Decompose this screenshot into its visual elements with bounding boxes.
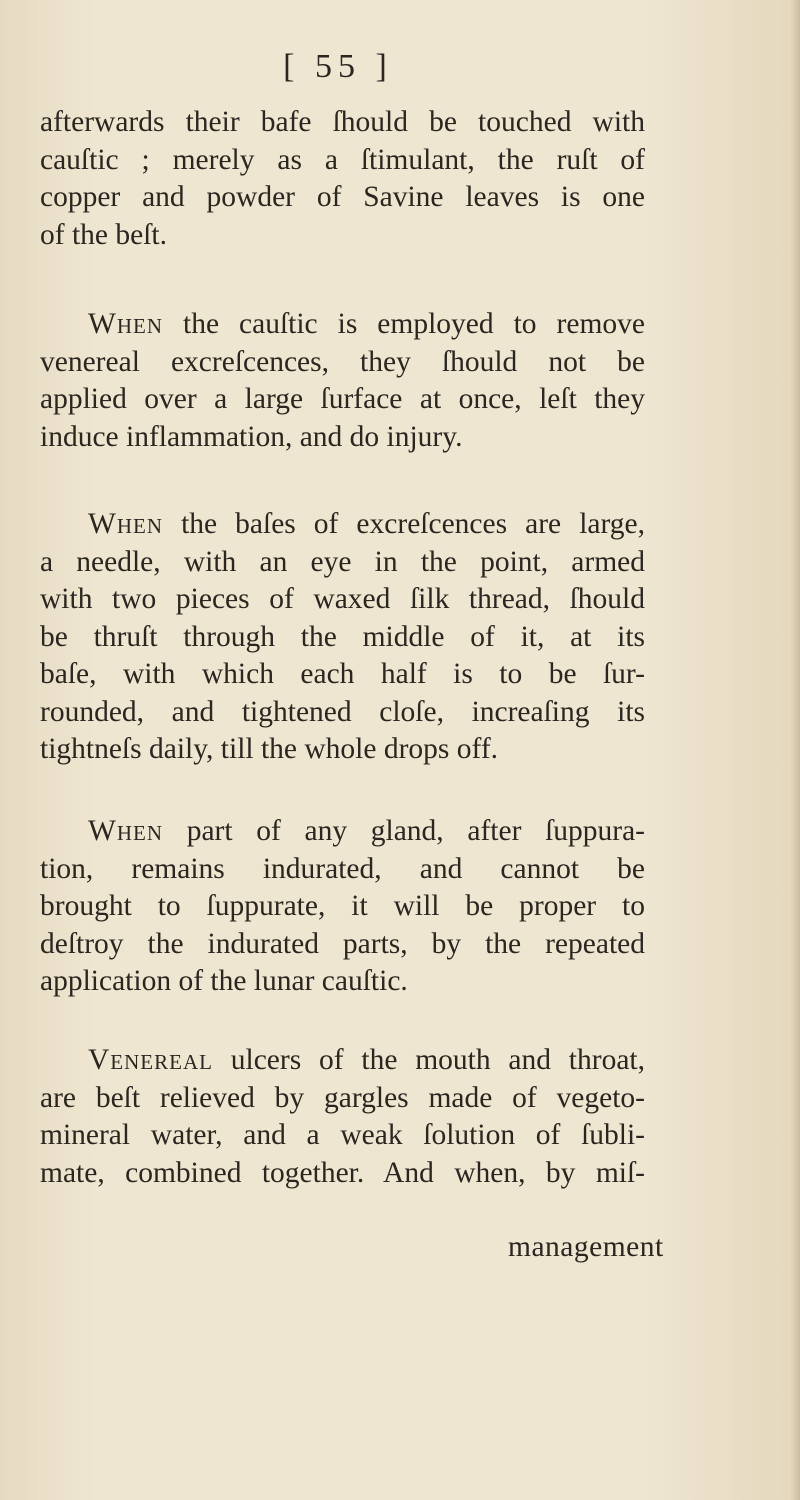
- text-line: mineral water, and a weak ſolution of ſubli-: [40, 1119, 645, 1151]
- text-line: [40, 306, 645, 344]
- text-line: deſtroy the indurated parts, by the repeated: [40, 927, 645, 960]
- text-line-rest: the baſes of excreſcences are large,: [181, 508, 645, 540]
- text-line-rest: ulcers of the mouth and throat,: [230, 1044, 645, 1076]
- text-line: [40, 506, 645, 544]
- paragraph-3: [40, 506, 645, 769]
- text-line: rounded, and tightened cloſe, increaſing its: [40, 695, 645, 728]
- text-line: be thruſt through the middle of it, at its: [40, 620, 645, 653]
- paragraph-2: [40, 306, 645, 456]
- text-line: [40, 813, 645, 851]
- text-line: applied over a large ſurface at once, leſt they: [40, 383, 645, 415]
- paragraph-lead-word: When: [88, 815, 164, 847]
- text-line-rest: the cauſtic is employed to remove: [183, 308, 645, 340]
- text-line: afterwards their bafe ſhould be touched with: [40, 106, 645, 138]
- text-line: venereal excreſcences, they ſhould not be: [40, 345, 645, 378]
- text-line: tion, remains indurated, and cannot be: [40, 852, 645, 885]
- paragraph-lead-word: When: [88, 508, 164, 540]
- page-edge-shadow: [790, 0, 800, 1500]
- text-line: application of the lunar cauſtic.: [40, 965, 408, 997]
- paragraph-5: [40, 1042, 645, 1192]
- text-line: baſe, with which each half is to be ſur-: [40, 658, 645, 690]
- page-number: [ 55 ]: [283, 48, 393, 85]
- paragraph-lead-word: When: [88, 308, 164, 340]
- text-line: a needle, with an eye in the point, armed: [40, 545, 645, 578]
- paragraph-lead-word: Venereal: [88, 1044, 213, 1076]
- paragraph-4: [40, 813, 645, 1001]
- text-line-rest: part of any gland, after ſuppura-: [186, 815, 646, 847]
- text-line: cauſtic ; merely as a ſtimulant, the ruſt of: [40, 143, 645, 176]
- text-line: with two pieces of waxed ſilk thread, ſhould: [40, 583, 645, 615]
- text-line: mate, combined together. And when, by miſ-: [40, 1156, 645, 1189]
- text-line: of the beſt.: [40, 218, 167, 251]
- text-line: induce inflammation, and do injury.: [40, 420, 463, 453]
- text-line: are beſt relieved by gargles made of vegeto-: [40, 1081, 645, 1114]
- text-line: tightneſs daily, till the whole drops off.: [40, 733, 499, 765]
- text-line: copper and powder of Savine leaves is one: [40, 181, 645, 213]
- text-line: [40, 1042, 645, 1080]
- catchword: management: [508, 1231, 664, 1263]
- paragraph-1: [40, 104, 645, 254]
- text-line: brought to ſuppurate, it will be proper to: [40, 890, 645, 922]
